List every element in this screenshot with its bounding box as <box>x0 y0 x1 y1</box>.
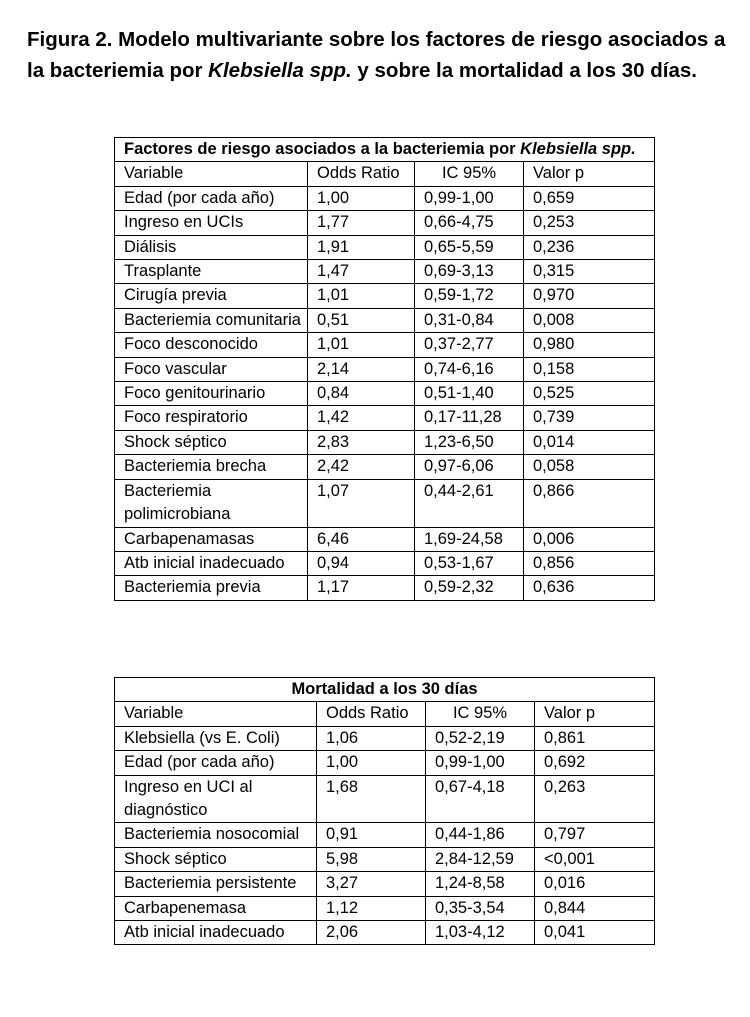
cell-variable: Foco respiratorio <box>115 406 308 430</box>
table-row <box>115 308 655 332</box>
cell-ic95: 1,24-8,58 <box>426 872 535 896</box>
cell-ic95: 0,53-1,67 <box>415 551 524 575</box>
column-header-ic95: IC 95% <box>426 702 535 726</box>
cell-variable: Edad (por cada año) <box>115 186 308 210</box>
cell-p-value: 0,315 <box>524 260 655 284</box>
table-row <box>115 455 655 479</box>
column-header-p-value: Valor p <box>535 702 655 726</box>
cell-p-value: 0,058 <box>524 455 655 479</box>
table-row <box>115 872 655 896</box>
column-header-odds-ratio: Odds Ratio <box>317 702 426 726</box>
table-row <box>115 186 655 210</box>
cell-ic95: 0,52-2,19 <box>426 726 535 750</box>
cell-p-value: 0,525 <box>524 382 655 406</box>
table-row <box>115 382 655 406</box>
cell-p-value: 0,636 <box>524 576 655 600</box>
cell-ic95: 0,44-1,86 <box>426 823 535 847</box>
cell-ic95: 0,17-11,28 <box>415 406 524 430</box>
cell-odds-ratio: 3,27 <box>317 872 426 896</box>
cell-variable: Shock séptico <box>115 847 317 871</box>
figure-title-text-end: y sobre la mortalidad a los 30 días. <box>351 59 697 82</box>
mortality-table <box>114 677 655 945</box>
cell-variable: Cirugía previa <box>115 284 308 308</box>
table-row <box>115 333 655 357</box>
cell-ic95: 0,59-2,32 <box>415 576 524 600</box>
cell-variable: Ingreso en UCI al diagnóstico <box>115 775 317 823</box>
cell-variable: Atb inicial inadecuado <box>115 921 317 945</box>
cell-odds-ratio: 1,00 <box>317 751 426 775</box>
cell-p-value: 0,006 <box>524 527 655 551</box>
cell-variable: Bacteriemia previa <box>115 576 308 600</box>
cell-odds-ratio: 1,01 <box>308 333 415 357</box>
column-header-variable: Variable <box>115 162 308 186</box>
cell-p-value: 0,970 <box>524 284 655 308</box>
cell-odds-ratio: 5,98 <box>317 847 426 871</box>
cell-variable: Shock séptico <box>115 430 308 454</box>
cell-odds-ratio: 1,07 <box>308 479 415 527</box>
column-header-odds-ratio: Odds Ratio <box>308 162 415 186</box>
cell-odds-ratio: 1,77 <box>308 211 415 235</box>
cell-variable: Diálisis <box>115 235 308 259</box>
cell-ic95: 0,51-1,40 <box>415 382 524 406</box>
table-row <box>115 576 655 600</box>
cell-variable: Carbapenamasas <box>115 527 308 551</box>
cell-variable: Bacteriemia persistente <box>115 872 317 896</box>
cell-odds-ratio: 6,46 <box>308 527 415 551</box>
risk-factors-table <box>114 137 655 601</box>
cell-p-value: 0,253 <box>524 211 655 235</box>
cell-p-value: 0,797 <box>535 823 655 847</box>
cell-ic95: 1,69-24,58 <box>415 527 524 551</box>
cell-odds-ratio: 1,68 <box>317 775 426 823</box>
table-row <box>115 357 655 381</box>
cell-odds-ratio: 1,91 <box>308 235 415 259</box>
cell-odds-ratio: 0,94 <box>308 551 415 575</box>
cell-ic95: 0,99-1,00 <box>426 751 535 775</box>
cell-p-value: 0,008 <box>524 308 655 332</box>
cell-p-value: 0,844 <box>535 896 655 920</box>
cell-variable: Trasplante <box>115 260 308 284</box>
cell-ic95: 0,35-3,54 <box>426 896 535 920</box>
cell-variable: Klebsiella (vs E. Coli) <box>115 726 317 750</box>
cell-odds-ratio: 1,47 <box>308 260 415 284</box>
table-row <box>115 406 655 430</box>
cell-p-value: 0,692 <box>535 751 655 775</box>
cell-odds-ratio: 2,06 <box>317 921 426 945</box>
table-row <box>115 775 655 823</box>
table-row <box>115 823 655 847</box>
cell-variable: Ingreso en UCIs <box>115 211 308 235</box>
cell-ic95: 0,69-3,13 <box>415 260 524 284</box>
table-caption: Mortalidad a los 30 días <box>115 678 655 702</box>
cell-p-value: 0,866 <box>524 479 655 527</box>
table-body <box>115 186 655 600</box>
cell-ic95: 0,65-5,59 <box>415 235 524 259</box>
table-row <box>115 921 655 945</box>
cell-p-value: 0,861 <box>535 726 655 750</box>
table-row <box>115 284 655 308</box>
cell-variable: Atb inicial inadecuado <box>115 551 308 575</box>
cell-variable: Foco vascular <box>115 357 308 381</box>
cell-p-value: <0,001 <box>535 847 655 871</box>
cell-variable: Bacteriemia polimicrobiana <box>115 479 308 527</box>
cell-p-value: 0,980 <box>524 333 655 357</box>
table-row <box>115 430 655 454</box>
table-caption-italic: Klebsiella spp. <box>520 140 636 158</box>
table-header-row <box>115 702 655 726</box>
column-header-variable: Variable <box>115 702 317 726</box>
cell-p-value: 0,158 <box>524 357 655 381</box>
cell-odds-ratio: 2,42 <box>308 455 415 479</box>
table-row <box>115 479 655 527</box>
cell-p-value: 0,016 <box>535 872 655 896</box>
cell-ic95: 0,31-0,84 <box>415 308 524 332</box>
cell-ic95: 0,59-1,72 <box>415 284 524 308</box>
cell-odds-ratio: 0,51 <box>308 308 415 332</box>
table-row <box>115 260 655 284</box>
table-caption <box>115 138 655 162</box>
cell-ic95: 0,66-4,75 <box>415 211 524 235</box>
cell-p-value: 0,236 <box>524 235 655 259</box>
cell-variable: Foco genitourinario <box>115 382 308 406</box>
table-row <box>115 896 655 920</box>
cell-p-value: 0,659 <box>524 186 655 210</box>
table-body <box>115 726 655 945</box>
table-row <box>115 726 655 750</box>
cell-ic95: 0,74-6,16 <box>415 357 524 381</box>
cell-variable: Bacteriemia nosocomial <box>115 823 317 847</box>
table-row <box>115 751 655 775</box>
cell-odds-ratio: 0,84 <box>308 382 415 406</box>
table-caption-row <box>115 678 655 702</box>
cell-variable: Carbapenemasa <box>115 896 317 920</box>
cell-ic95: 0,37-2,77 <box>415 333 524 357</box>
cell-variable: Bacteriemia comunitaria <box>115 308 308 332</box>
cell-p-value: 0,263 <box>535 775 655 823</box>
cell-ic95: 1,03-4,12 <box>426 921 535 945</box>
cell-odds-ratio: 1,00 <box>308 186 415 210</box>
table-caption-row <box>115 138 655 162</box>
cell-ic95: 1,23-6,50 <box>415 430 524 454</box>
table-header-row <box>115 162 655 186</box>
cell-odds-ratio: 1,42 <box>308 406 415 430</box>
cell-variable: Foco desconocido <box>115 333 308 357</box>
figure-title-italic: Klebsiella spp. <box>208 59 352 82</box>
cell-odds-ratio: 1,01 <box>308 284 415 308</box>
column-header-ic95: IC 95% <box>415 162 524 186</box>
table-row <box>115 527 655 551</box>
cell-ic95: 0,99-1,00 <box>415 186 524 210</box>
figure-title <box>27 24 742 86</box>
cell-ic95: 0,44-2,61 <box>415 479 524 527</box>
cell-odds-ratio: 1,17 <box>308 576 415 600</box>
cell-p-value: 0,856 <box>524 551 655 575</box>
table-row <box>115 235 655 259</box>
cell-odds-ratio: 1,12 <box>317 896 426 920</box>
cell-ic95: 0,67-4,18 <box>426 775 535 823</box>
table-row <box>115 211 655 235</box>
cell-ic95: 0,97-6,06 <box>415 455 524 479</box>
cell-odds-ratio: 2,83 <box>308 430 415 454</box>
cell-p-value: 0,739 <box>524 406 655 430</box>
cell-odds-ratio: 1,06 <box>317 726 426 750</box>
column-header-p-value: Valor p <box>524 162 655 186</box>
table-row <box>115 551 655 575</box>
figure-title-text: Figura 2. Modelo multivariante sobre los factores de riesgo asociados a la bacteriemia por <box>27 28 726 82</box>
cell-ic95: 2,84-12,59 <box>426 847 535 871</box>
cell-p-value: 0,041 <box>535 921 655 945</box>
cell-p-value: 0,014 <box>524 430 655 454</box>
table-caption-text: Factores de riesgo asociados a la bacteriemia por <box>124 140 521 158</box>
cell-odds-ratio: 0,91 <box>317 823 426 847</box>
table-row <box>115 847 655 871</box>
cell-variable: Bacteriemia brecha <box>115 455 308 479</box>
cell-variable: Edad (por cada año) <box>115 751 317 775</box>
cell-odds-ratio: 2,14 <box>308 357 415 381</box>
